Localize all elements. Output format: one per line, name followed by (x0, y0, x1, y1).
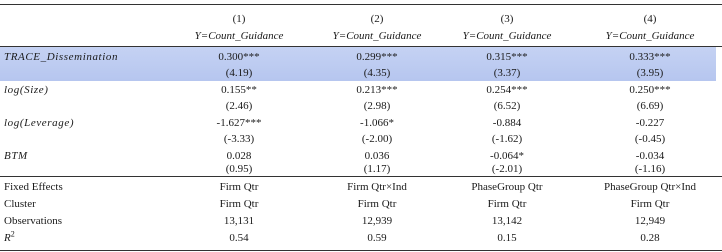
cluster-cell: Firm Qtr (219, 198, 259, 210)
observations-cell: 12,939 (361, 215, 393, 227)
footer-label-fixed-effects: Fixed Effects (4, 181, 63, 193)
observations-cell: 13,142 (491, 215, 523, 227)
coef-cell: 0.028 (226, 150, 252, 162)
column-4-number: (4) (643, 13, 657, 25)
column-3-label: Y=Count_Guidance (462, 30, 552, 42)
coef-cell: 0.250*** (629, 84, 671, 96)
coef-cell: -1.627*** (216, 117, 262, 129)
tstat-cell: (1.17) (363, 163, 391, 175)
tstat-cell: (4.35) (363, 67, 391, 79)
footer-label-observations: Observations (4, 215, 63, 227)
fixed-effects-cell: Firm Qtr×Ind (347, 181, 407, 193)
r-squared-letter: R (4, 232, 11, 244)
coef-cell: 0.299*** (356, 51, 398, 63)
tstat-cell: (6.69) (636, 100, 664, 112)
fixed-effects-cell: PhaseGroup Qtr (471, 181, 543, 193)
r-squared-cell: 0.28 (640, 232, 660, 244)
coef-cell: 0.300*** (218, 51, 260, 63)
tstat-cell: (2.46) (225, 100, 253, 112)
r-squared-cell: 0.59 (367, 232, 387, 244)
tstat-cell: (2.98) (363, 100, 391, 112)
r-squared-cell: 0.15 (497, 232, 517, 244)
cluster-cell: Firm Qtr (357, 198, 397, 210)
tstat-cell: (-2.01) (491, 163, 523, 175)
coef-cell: -0.034 (635, 150, 665, 162)
coef-cell: -0.064* (490, 150, 524, 162)
coef-cell: 0.036 (364, 150, 390, 162)
column-3-number: (3) (500, 13, 514, 25)
tstat-cell: (-1.16) (634, 163, 666, 175)
coef-cell: -1.066* (360, 117, 394, 129)
coef-cell: 0.315*** (486, 51, 528, 63)
tstat-cell: (4.19) (225, 67, 253, 79)
coef-cell: 0.254*** (486, 84, 528, 96)
observations-cell: 13,131 (223, 215, 255, 227)
fixed-effects-cell: PhaseGroup Qtr×Ind (603, 181, 697, 193)
coef-cell: 0.213*** (356, 84, 398, 96)
cluster-cell: Firm Qtr (630, 198, 670, 210)
section-rule (0, 176, 722, 177)
row-label-log-leverage: log(Leverage) (4, 117, 75, 129)
coef-cell: -0.227 (635, 117, 665, 129)
tstat-cell: (3.37) (493, 67, 521, 79)
tstat-cell: (-1.62) (491, 133, 523, 145)
row-label-btm: BTM (4, 150, 28, 162)
tstat-cell: (-3.33) (223, 133, 255, 145)
tstat-cell: (-2.00) (361, 133, 393, 145)
tstat-cell: (0.95) (225, 163, 253, 175)
top-rule (0, 4, 722, 5)
coef-cell: 0.155** (221, 84, 257, 96)
bottom-rule (0, 250, 722, 251)
coef-cell: 0.333*** (629, 51, 671, 63)
column-4-label: Y=Count_Guidance (605, 30, 695, 42)
footer-label-cluster: Cluster (4, 198, 36, 210)
column-2-number: (2) (370, 13, 384, 25)
fixed-effects-cell: Firm Qtr (219, 181, 259, 193)
r-squared-cell: 0.54 (229, 232, 249, 244)
observations-cell: 12,949 (634, 215, 666, 227)
row-label-log-size: log(Size) (4, 84, 49, 96)
tstat-cell: (-0.45) (634, 133, 666, 145)
tstat-cell: (3.95) (636, 67, 664, 79)
column-1-label: Y=Count_Guidance (194, 30, 284, 42)
column-1-number: (1) (232, 13, 246, 25)
coef-cell: -0.884 (492, 117, 522, 129)
column-2-label: Y=Count_Guidance (332, 30, 422, 42)
tstat-cell: (6.52) (493, 100, 521, 112)
row-label-trace-dissemination: TRACE_Dissemination (4, 51, 119, 63)
r-squared-exponent: 2 (10, 229, 15, 239)
footer-label-r-squared (4, 229, 15, 245)
cluster-cell: Firm Qtr (487, 198, 527, 210)
